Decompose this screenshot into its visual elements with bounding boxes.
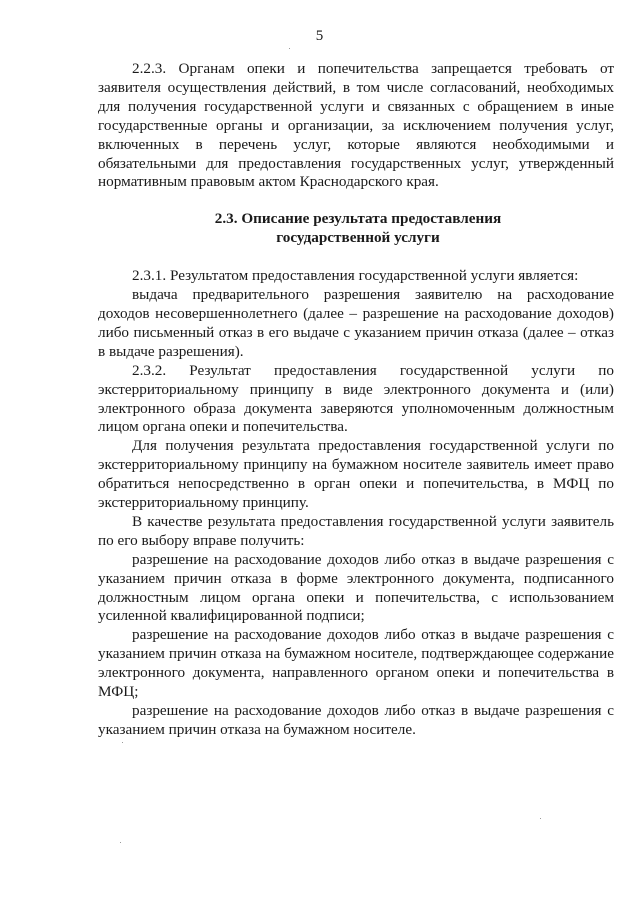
scan-speck: [289, 48, 290, 49]
section-heading-2-3: [98, 210, 614, 248]
scan-speck: [120, 842, 121, 843]
page-number: 5: [315, 28, 324, 44]
paragraph-result-description: выдача предварительного разрешения заявителю на расходование доходов несовершеннолетнего (далее – разрешение на расходование доходов) либо письменный отказ в его выдаче с указанием причин отказа (далее – отказ в выдаче разрешения).: [98, 286, 614, 360]
paragraph-result-choice: В качестве результата предоставления государственной услуги заявитель по его выбору вправе получить:: [98, 512, 614, 549]
scan-speck: [540, 818, 541, 819]
section-heading-line-1: 2.3. Описание результата предоставления: [214, 210, 502, 228]
paragraph-2-2-3: 2.2.3. Органам опеки и попечительства запрещается требовать от заявителя осуществления действий, в том числе согласований, необходимых для получения государственной услуги и связанных с обращением в иные государственные органы и организации, за исключением получения услуг, включенных в перечень услуг, которые являются необходимыми и обязательными для предоставления государственных услуг, утвержденный нормативным правовым актом Краснодарского края.: [98, 60, 614, 191]
spacer: [98, 192, 614, 210]
document-body: [98, 60, 614, 740]
section-heading-line-2: государственной услуги: [276, 229, 440, 247]
paragraph-2-3-1: 2.3.1. Результатом предоставления государственной услуги является:: [132, 267, 579, 285]
scan-speck: [122, 742, 123, 743]
paragraph-option-paper-mfc: разрешение на расходование доходов либо отказ в выдаче разрешения с указанием причин отказа на бумажном носителе, подтверждающее содержание электронного документа, направленного органом опеки и попечительства в МФЦ;: [98, 626, 614, 701]
paragraph-option-paper: разрешение на расходование доходов либо отказ в выдаче разрешения с указанием причин отказа на бумажном носителе.: [98, 702, 614, 738]
paragraph-paper-result: Для получения результата предоставления государственной услуги по экстерриториальному принципу на бумажном носителе заявитель имеет право обратиться непосредственно в орган опеки и попечительства, в МФЦ по экстерриториальному принципу.: [98, 437, 614, 512]
paragraph-2-3-2: 2.3.2. Результат предоставления государственной услуги по экстерриториальному принципу в виде электронного документа и (или) электронного образа документа заверяются уполномоченным должностным лицом органа опеки и попечительства.: [98, 361, 614, 436]
paragraph-option-electronic: разрешение на расходование доходов либо отказ в выдаче разрешения с указанием причин отказа в форме электронного документа, подписанного должностным лицом органа опеки и попечительства, с использованием усиленной квалифицированной подписи;: [98, 550, 614, 625]
spacer: [98, 248, 614, 267]
